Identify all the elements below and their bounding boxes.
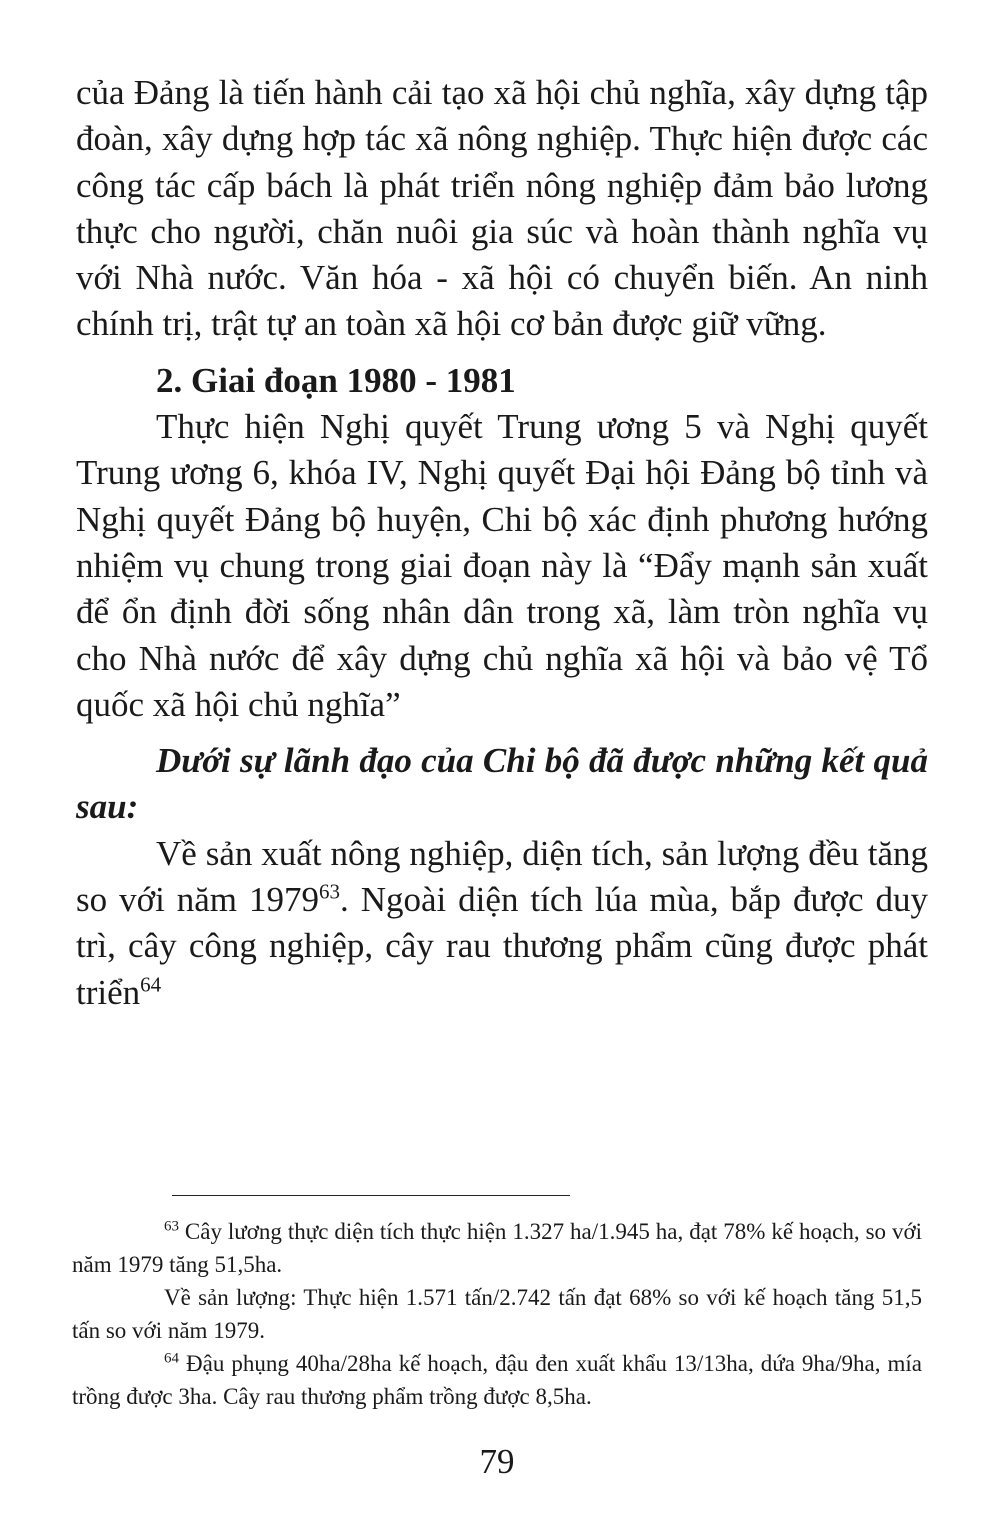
paragraph-continued: của Đảng là tiến hành cải tạo xã hội chủ nghĩa, xây dựng tập đoàn, xây dựng hợp tác xã nông nghiệp. Thực hiện được các công tác cấp bách là phát triển nông nghiệp đảm bảo lương thực cho người, chăn nuôi gia súc và hoàn thành nghĩa vụ với Nhà nước. Văn hóa - xã hội có chuyển biến. An ninh chính trị, trật tự an toàn xã hội cơ bản được giữ vững. <box>76 73 928 344</box>
agriculture-text-1: Về sản xuất nông nghiệp, diện tích, sản lượng đều tăng so với năm 1979 <box>76 833 928 920</box>
footnotes <box>72 1215 922 1413</box>
footnote-63 <box>72 1215 922 1281</box>
agriculture-text-2: . Ngoài diện tích lúa mùa, bắp được duy trì, cây công nghiệp, cây rau thương phẩm cũng được phát triển <box>76 880 928 1012</box>
results-lead-in: Dưới sự lãnh đạo của Chi bộ đã được những kết quả sau: <box>76 741 928 827</box>
footnote-ref-63[interactable]: 63 <box>318 879 340 904</box>
paragraph-resolution: Thực hiện Nghị quyết Trung ương 5 và Nghị quyết Trung ương 6, khóa IV, Nghị quyết Đại hội Đảng bộ tỉnh và Nghị quyết Đảng bộ huyện, Chi bộ xác định phương hướng nhiệm vụ chung trong giai đoạn này là “Đẩy mạnh sản xuất để ổn định đời sống nhân dân trong xã, làm tròn nghĩa vụ cho Nhà nước để xây dựng chủ nghĩa xã hội và bảo vệ Tổ quốc xã hội chủ nghĩa” <box>76 407 928 724</box>
section-heading: 2. Giai đoạn 1980 - 1981 <box>156 360 516 400</box>
footnote-63-continued: Về sản lượng: Thực hiện 1.571 tấn/2.742 tấn đạt 68% so với kế hoạch tăng 51,5 tấn so với năm 1979. <box>72 1285 922 1343</box>
page-number: 79 <box>479 1442 515 1481</box>
footnote-ref-64[interactable]: 64 <box>140 971 162 996</box>
footnote-mark-64: 64 <box>164 1350 179 1367</box>
footnote-63-text: Cây lương thực diện tích thực hiện 1.327 ha/1.945 ha, đạt 78% kế hoạch, so với năm 1979 tăng 51,5ha. <box>72 1219 922 1277</box>
paragraph-agriculture <box>76 831 928 1016</box>
footnote-64 <box>72 1347 922 1413</box>
footnote-64-text: Đậu phụng 40ha/28ha kế hoạch, đậu đen xuất khẩu 13/13ha, dứa 9ha/9ha, mía trồng được 3ha. Cây rau thương phẩm trồng được 8,5ha. <box>72 1351 922 1409</box>
page-body <box>76 70 928 1016</box>
footnote-divider <box>172 1195 570 1196</box>
footnote-mark-63: 63 <box>164 1218 179 1235</box>
